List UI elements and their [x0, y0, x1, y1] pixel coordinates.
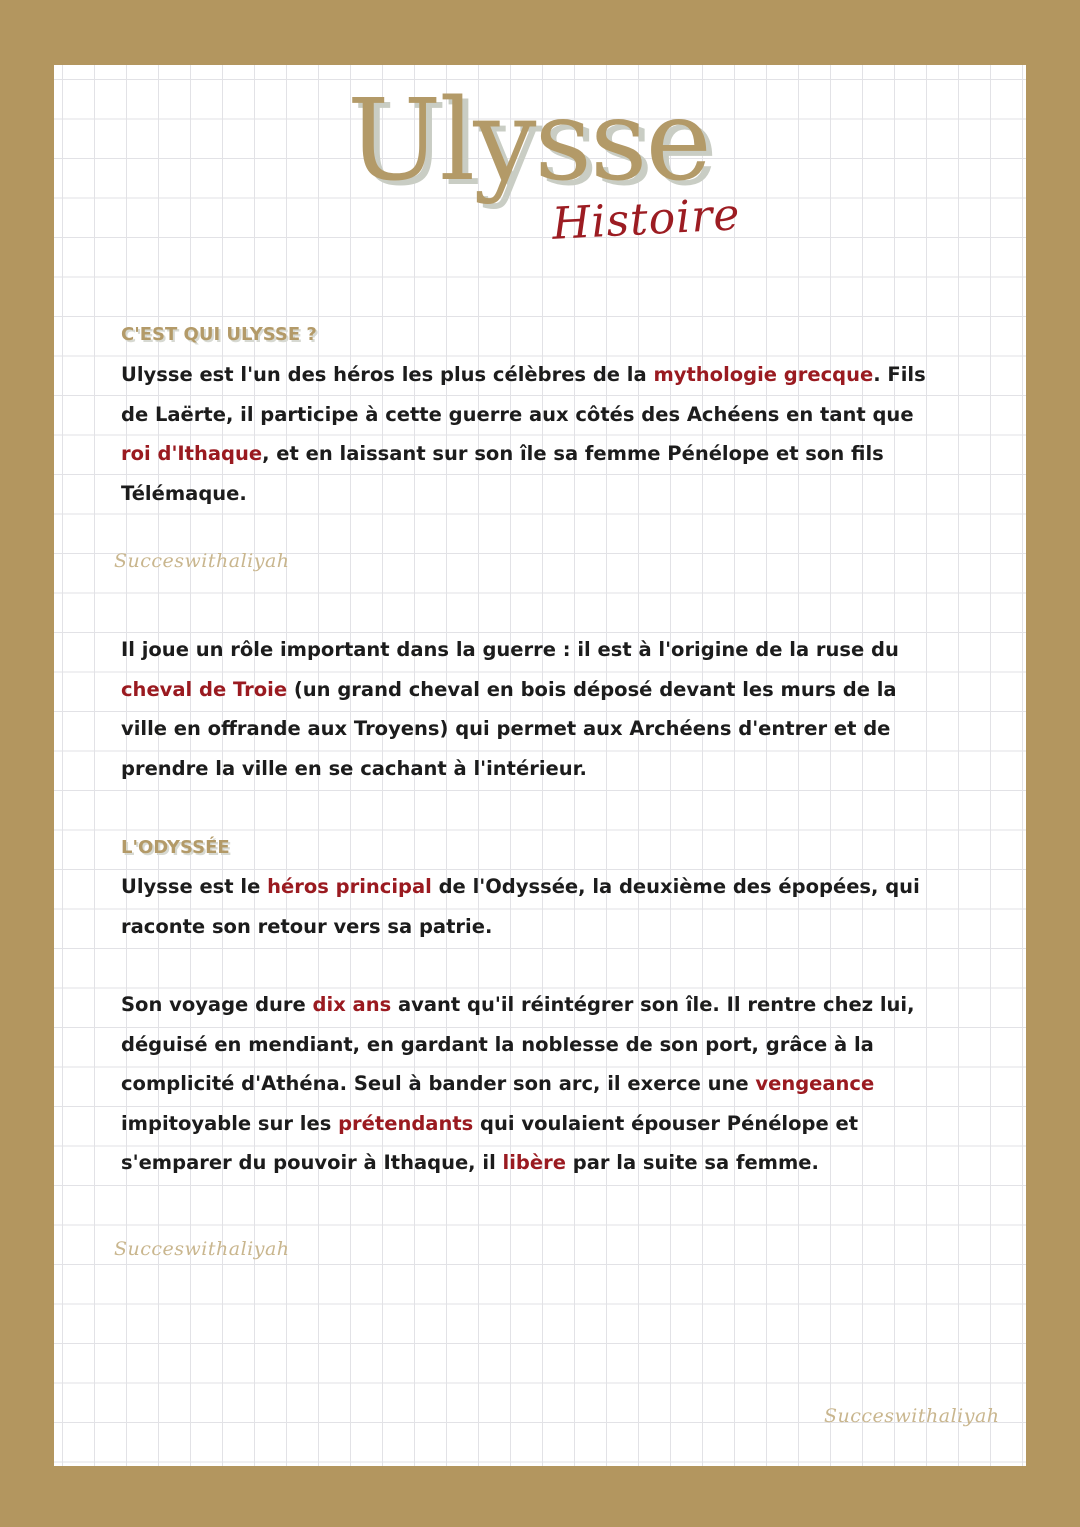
- highlight-term: cheval de Troie: [121, 677, 288, 701]
- highlight-term: mythologie grecque: [653, 363, 874, 386]
- text-line: s'emparer du pouvoir à Ithaque, il libère par la suite sa femme.: [121, 1151, 819, 1174]
- text-line: Son voyage dure dix ans avant qu'il réintégrer son île. Il rentre chez lui,: [121, 993, 915, 1016]
- watermark-signature: Succeswithaliyah: [114, 1238, 290, 1260]
- highlight-term: héros principal: [267, 875, 432, 898]
- text-line: impitoyable sur les prétendants qui voulaient épouser Pénélope et: [121, 1111, 859, 1135]
- section-heading-odyssey: L'ODYSSÉE: [121, 837, 230, 858]
- text-line: prendre la ville en se cachant à l'intérieur.: [121, 756, 587, 780]
- section-heading-who: C'EST QUI ULYSSE ?: [121, 324, 317, 345]
- text-line: Ulysse est le héros principal de l'Odyssée, la deuxième des épopées, qui: [121, 875, 920, 898]
- paragraph-odyssey: [121, 867, 971, 946]
- text-line: Il joue un rôle important dans la guerre : il est à l'origine de la ruse du: [121, 638, 899, 661]
- highlight-term: prétendants: [338, 1111, 474, 1135]
- text-line: cheval de Troie (un grand cheval en bois déposé devant les murs de la: [121, 677, 897, 701]
- text-line: raconte son retour vers sa patrie.: [121, 914, 493, 938]
- highlight-term: vengeance: [755, 1072, 875, 1095]
- highlight-term: roi d'Ithaque: [121, 442, 263, 465]
- watermark-signature: Succeswithaliyah: [824, 1405, 1000, 1427]
- text-line: ville en offrande aux Troyens) qui permet aux Archéens d'entrer et de: [121, 717, 891, 740]
- paragraph-journey: [121, 985, 971, 1183]
- highlight-term: libère: [502, 1151, 566, 1174]
- text-line: complicité d'Athéna. Seul à bander son arc, il exerce une vengeance: [121, 1072, 875, 1095]
- text-line: Télémaque.: [121, 481, 247, 505]
- watermark-signature: Succeswithaliyah: [114, 550, 290, 572]
- text-line: déguisé en mendiant, en gardant la noblesse de son port, grâce à la: [121, 1032, 874, 1056]
- text-line: de Laërte, il participe à cette guerre aux côtés des Achéens en tant que: [121, 402, 914, 426]
- text-line: Ulysse est l'un des héros les plus célèbres de la mythologie grecque. Fils: [121, 363, 926, 386]
- highlight-term: dix ans: [312, 993, 392, 1016]
- page-subtitle: Histoire: [550, 189, 742, 250]
- paragraph-intro: [121, 355, 971, 513]
- text-line: roi d'Ithaque, et en laissant sur son île sa femme Pénélope et son fils: [121, 442, 884, 465]
- page-title: Ulysse: [347, 76, 710, 206]
- paragraph-trojan-horse: [121, 630, 971, 788]
